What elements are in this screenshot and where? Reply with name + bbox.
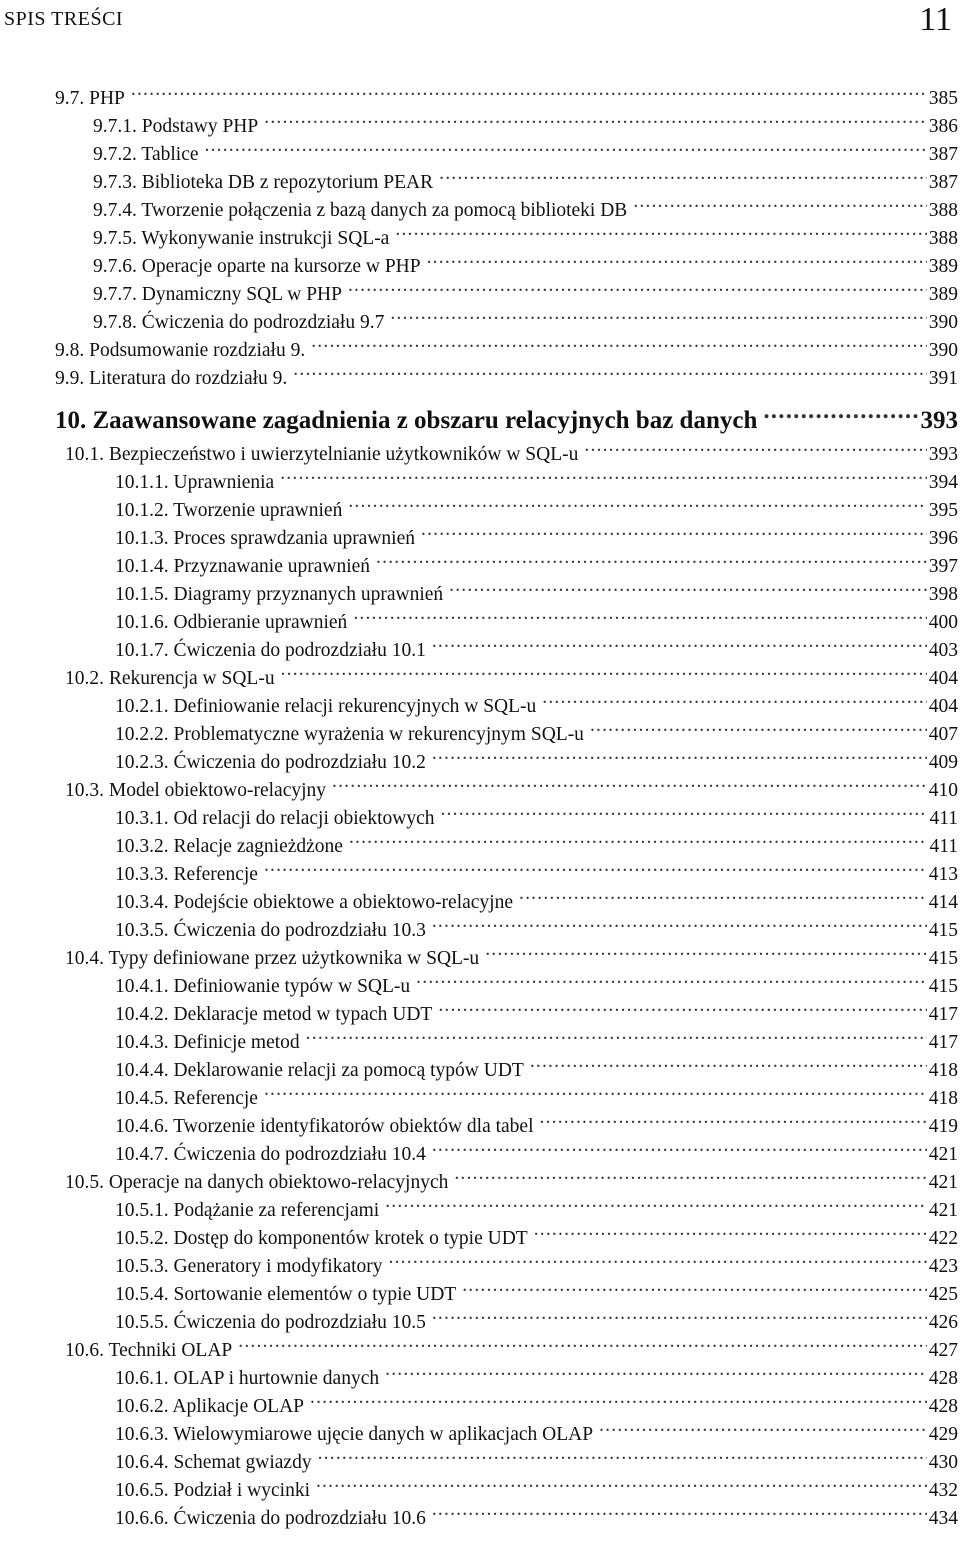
dot-leader (131, 76, 927, 104)
toc-entry (115, 712, 958, 745)
toc-entry-page: 413 (927, 861, 958, 889)
toc-entry-title: 10.5. Operacje na danych obiektowo-relacyjnych (65, 1169, 454, 1197)
toc-entry-page: 385 (927, 85, 958, 113)
toc-entry (115, 1468, 958, 1501)
toc-entry-page: 415 (927, 917, 958, 945)
running-head-title: SPIS TREŚCI (4, 8, 124, 30)
toc-entry-page: 428 (927, 1365, 958, 1393)
toc-entry-title: 10.3.3. Referencje (115, 861, 264, 889)
toc-entry-title: 9.9. Literatura do rozdziału 9. (55, 365, 293, 393)
dot-leader (332, 768, 927, 796)
toc-entry (65, 432, 958, 465)
toc-entry (115, 852, 958, 885)
dot-leader (376, 544, 927, 572)
toc-entry-page: 426 (927, 1309, 958, 1337)
dot-leader (421, 516, 927, 544)
toc-entry-title: 10.3.2. Relacje zagnieżdżone (115, 833, 349, 861)
toc-entry-page: 389 (927, 281, 958, 309)
dot-leader (293, 356, 926, 384)
toc-entry-title: 10.5.4. Sortowanie elementów o typie UDT (115, 1281, 462, 1309)
dot-leader (519, 880, 927, 908)
toc-chapter-entry (55, 394, 958, 434)
toc-entry (115, 1132, 958, 1165)
dot-leader (389, 1244, 927, 1272)
dot-leader (205, 132, 927, 160)
dot-leader (348, 488, 926, 516)
dot-leader (438, 992, 926, 1020)
toc-entry-page: 398 (927, 581, 958, 609)
dot-leader (462, 1272, 927, 1300)
toc-entry-page: 387 (927, 169, 958, 197)
toc-entry-title: 10.3.5. Ćwiczenia do podrozdziału 10.3 (115, 917, 432, 945)
toc-entry (93, 188, 958, 221)
toc-entry-page: 423 (927, 1253, 958, 1281)
toc-entry-title: 10.6.5. Podział i wycinki (115, 1477, 316, 1505)
toc-entry-title: 10.3.4. Podejście obiektowe a obiektowo-relacyjne (115, 889, 519, 917)
toc-entry-title: 10.2.2. Problematyczne wyrażenia w rekurencyjnym SQL-u (115, 721, 590, 749)
toc-entry-title: 10.5.1. Podążanie za referencjami (115, 1197, 385, 1225)
dot-leader (763, 394, 918, 428)
dot-leader (264, 104, 927, 132)
toc-entry (115, 1272, 958, 1305)
toc-entry-page: 390 (927, 309, 958, 337)
toc-entry (93, 104, 958, 137)
toc-entry-title: 10.1.3. Proces sprawdzania uprawnień (115, 525, 421, 553)
dot-leader (449, 572, 927, 600)
toc-entry (115, 684, 958, 717)
toc-entry-page: 419 (927, 1113, 958, 1141)
dot-leader (432, 908, 927, 936)
toc-entry (115, 572, 958, 605)
dot-leader (540, 1104, 927, 1132)
toc-entry (115, 1048, 958, 1081)
toc-entry-title: 10.6.4. Schemat gwiazdy (115, 1449, 318, 1477)
toc-entry (115, 740, 958, 773)
toc-entry-title: 10.1.1. Uprawnienia (115, 469, 280, 497)
toc-entry-title: 10.5.2. Dostęp do komponentów krotek o typie UDT (115, 1225, 534, 1253)
toc-entry-page: 421 (927, 1197, 958, 1225)
dot-leader (427, 244, 927, 272)
toc-entry-title: 10.2.1. Definiowanie relacji rekurencyjnych w SQL-u (115, 693, 542, 721)
toc-entry-title: 10.5.3. Generatory i modyfikatory (115, 1253, 389, 1281)
toc-entry (93, 244, 958, 277)
toc-entry (55, 328, 958, 361)
toc-entry-title: 10.6. Techniki OLAP (65, 1337, 238, 1365)
toc-entry-page: 389 (927, 253, 958, 281)
toc-entry-page: 411 (927, 805, 958, 833)
toc-entry (115, 1188, 958, 1221)
toc-entry-page: 418 (927, 1085, 958, 1113)
toc-entry-title: 10.2. Rekurencja w SQL-u (65, 665, 281, 693)
toc-entry-title: 9.7.3. Biblioteka DB z repozytorium PEAR (93, 169, 439, 197)
dot-leader (280, 460, 927, 488)
dot-leader (439, 160, 927, 188)
toc-entry-page: 422 (927, 1225, 958, 1253)
toc-entry-page: 430 (927, 1449, 958, 1477)
toc-entry-page: 427 (927, 1337, 958, 1365)
toc-entry-title: 10.6.3. Wielowymiarowe ujęcie danych w aplikacjach OLAP (115, 1421, 599, 1449)
toc-entry-title: 9.7.8. Ćwiczenia do podrozdziału 9.7 (93, 309, 390, 337)
dot-leader (633, 188, 926, 216)
toc-entry-page: 418 (927, 1057, 958, 1085)
toc-entry (65, 936, 958, 969)
dot-leader (416, 964, 927, 992)
dot-leader (311, 328, 927, 356)
toc-entry-page: 421 (927, 1169, 958, 1197)
dot-leader (432, 628, 927, 656)
toc-entry-page: 404 (927, 693, 958, 721)
toc-entry-page: 404 (927, 665, 958, 693)
toc-entry (115, 544, 958, 577)
toc-entry-title: 10.4. Typy definiowane przez użytkownika w SQL-u (65, 945, 485, 973)
toc-entry-title: 10.1.5. Diagramy przyznanych uprawnień (115, 581, 449, 609)
toc-entry-title: 10.6.1. OLAP i hurtownie danych (115, 1365, 385, 1393)
toc-entry-title: 10.6.2. Aplikacje OLAP (115, 1393, 310, 1421)
dot-leader (599, 1412, 927, 1440)
toc-entry-title: 10.4.3. Definicje metod (115, 1029, 306, 1057)
toc-entry-title: 9.7.5. Wykonywanie instrukcji SQL-a (93, 225, 395, 253)
toc-entry-page: 386 (927, 113, 958, 141)
toc-entry (115, 1496, 958, 1529)
toc-entry-title: 10.4.5. Referencje (115, 1085, 264, 1113)
dot-leader (432, 740, 927, 768)
dot-leader (485, 936, 927, 964)
toc-entry-page: 410 (927, 777, 958, 805)
dot-leader (353, 600, 926, 628)
toc-entry (65, 768, 958, 801)
toc-entry-page: 393 (919, 404, 959, 438)
toc-entry-title: 10.4.1. Definiowanie typów w SQL-u (115, 973, 416, 1001)
toc-entry (115, 1384, 958, 1417)
toc-entry-title: 10.5.5. Ćwiczenia do podrozdziału 10.5 (115, 1309, 432, 1337)
toc-entry (115, 1440, 958, 1473)
toc-entry (115, 796, 958, 829)
toc-entry-page: 411 (927, 833, 958, 861)
dot-leader (530, 1048, 927, 1076)
toc-entry-title: 9.7.7. Dynamiczny SQL w PHP (93, 281, 348, 309)
toc-entry-page: 388 (927, 225, 958, 253)
dot-leader (590, 712, 927, 740)
toc-entry-page: 428 (927, 1393, 958, 1421)
toc-entry-page: 407 (927, 721, 958, 749)
toc-entry (93, 132, 958, 165)
toc-entry (115, 964, 958, 997)
toc-entry-page: 393 (927, 441, 958, 469)
toc-entry-title: 10.4.4. Deklarowanie relacji za pomocą typów UDT (115, 1057, 530, 1085)
toc-entry-page: 403 (927, 637, 958, 665)
toc-entry-page: 415 (927, 945, 958, 973)
toc-entry-title: 10.3. Model obiektowo-relacyjny (65, 777, 332, 805)
toc-entry (55, 76, 958, 109)
toc-entry-page: 390 (927, 337, 958, 365)
toc-entry (65, 656, 958, 689)
toc-entry-page: 388 (927, 197, 958, 225)
toc-entry-title: 9.7. PHP (55, 85, 131, 113)
toc-entry (65, 1328, 958, 1361)
toc-entry (65, 1160, 958, 1193)
dot-leader (432, 1300, 927, 1328)
dot-leader (385, 1356, 927, 1384)
dot-leader (264, 852, 927, 880)
toc-entry (115, 600, 958, 633)
toc-entry (93, 272, 958, 305)
toc-entry-page: 395 (927, 497, 958, 525)
dot-leader (542, 684, 926, 712)
toc-entry (115, 1300, 958, 1333)
toc-entry-title: 10.4.7. Ćwiczenia do podrozdziału 10.4 (115, 1141, 432, 1169)
page-number: 11 (919, 1, 952, 38)
dot-leader (318, 1440, 927, 1468)
toc-entry (115, 1412, 958, 1445)
toc-entry-page: 432 (927, 1477, 958, 1505)
toc-entry-page: 421 (927, 1141, 958, 1169)
dot-leader (432, 1496, 927, 1524)
dot-leader (390, 300, 926, 328)
dot-leader (264, 1076, 927, 1104)
dot-leader (395, 216, 926, 244)
toc-entry (115, 824, 958, 857)
toc-entry (115, 1244, 958, 1277)
toc-entry-title: 9.7.4. Tworzenie połączenia z bazą danych za pomocą biblioteki DB (93, 197, 633, 225)
toc-entry (93, 216, 958, 249)
toc-entry-title: 10.1. Bezpieczeństwo i uwierzytelnianie użytkowników w SQL-u (65, 441, 584, 469)
toc-entry (115, 1104, 958, 1137)
toc-entry-page: 396 (927, 525, 958, 553)
toc-entry-title: 10.4.6. Tworzenie identyfikatorów obiektów dla tabel (115, 1113, 540, 1141)
toc-entry-title: 9.8. Podsumowanie rozdziału 9. (55, 337, 311, 365)
toc-entry (115, 992, 958, 1025)
dot-leader (306, 1020, 927, 1048)
toc-entry-page: 434 (927, 1505, 958, 1533)
toc-entry-page: 397 (927, 553, 958, 581)
dot-leader (310, 1384, 927, 1412)
toc-entry-title: 10. Zaawansowane zagadnienia z obszaru relacyjnych baz danych (55, 404, 763, 438)
toc-entry (115, 488, 958, 521)
dot-leader (385, 1188, 927, 1216)
toc-entry (115, 628, 958, 661)
toc-entry-title: 9.7.2. Tablice (93, 141, 205, 169)
toc-entry-title: 9.7.6. Operacje oparte na kursorze w PHP (93, 253, 427, 281)
toc-entry-title: 10.4.2. Deklaracje metod w typach UDT (115, 1001, 438, 1029)
dot-leader (454, 1160, 926, 1188)
toc-entry (115, 516, 958, 549)
toc-entry-title: 10.1.2. Tworzenie uprawnień (115, 497, 348, 525)
toc-entry (115, 1356, 958, 1389)
dot-leader (432, 1132, 927, 1160)
toc-entry-title: 10.3.1. Od relacji do relacji obiektowych (115, 805, 440, 833)
dot-leader (584, 432, 926, 460)
toc-entry (115, 460, 958, 493)
dot-leader (316, 1468, 927, 1496)
dot-leader (534, 1216, 927, 1244)
dot-leader (349, 824, 928, 852)
toc-entry-page: 415 (927, 973, 958, 1001)
toc-entry-page: 414 (927, 889, 958, 917)
toc-entry-page: 394 (927, 469, 958, 497)
toc-entry (93, 160, 958, 193)
page-header (4, 0, 956, 40)
toc-entry (55, 356, 958, 389)
toc-entry-page: 429 (927, 1421, 958, 1449)
toc-entry-title: 9.7.1. Podstawy PHP (93, 113, 264, 141)
toc-entry-page: 425 (927, 1281, 958, 1309)
toc-entry-title: 10.2.3. Ćwiczenia do podrozdziału 10.2 (115, 749, 432, 777)
toc-entry-page: 417 (927, 1029, 958, 1057)
toc-entry-page: 400 (927, 609, 958, 637)
toc-entry-page: 417 (927, 1001, 958, 1029)
dot-leader (238, 1328, 926, 1356)
toc-entry-title: 10.1.4. Przyznawanie uprawnień (115, 553, 376, 581)
toc-entry (93, 300, 958, 333)
dot-leader (348, 272, 927, 300)
toc-entry (115, 880, 958, 913)
toc-entry-page: 387 (927, 141, 958, 169)
toc-entry (115, 1216, 958, 1249)
toc-entry-title: 10.1.6. Odbieranie uprawnień (115, 609, 353, 637)
toc-entry-page: 409 (927, 749, 958, 777)
toc-entry-title: 10.1.7. Ćwiczenia do podrozdziału 10.1 (115, 637, 432, 665)
toc-entry-title: 10.6.6. Ćwiczenia do podrozdziału 10.6 (115, 1505, 432, 1533)
toc-entry (115, 1076, 958, 1109)
toc-entry (115, 908, 958, 941)
toc-entry (115, 1020, 958, 1053)
toc-entry-page: 391 (927, 365, 958, 393)
dot-leader (281, 656, 927, 684)
dot-leader (440, 796, 927, 824)
